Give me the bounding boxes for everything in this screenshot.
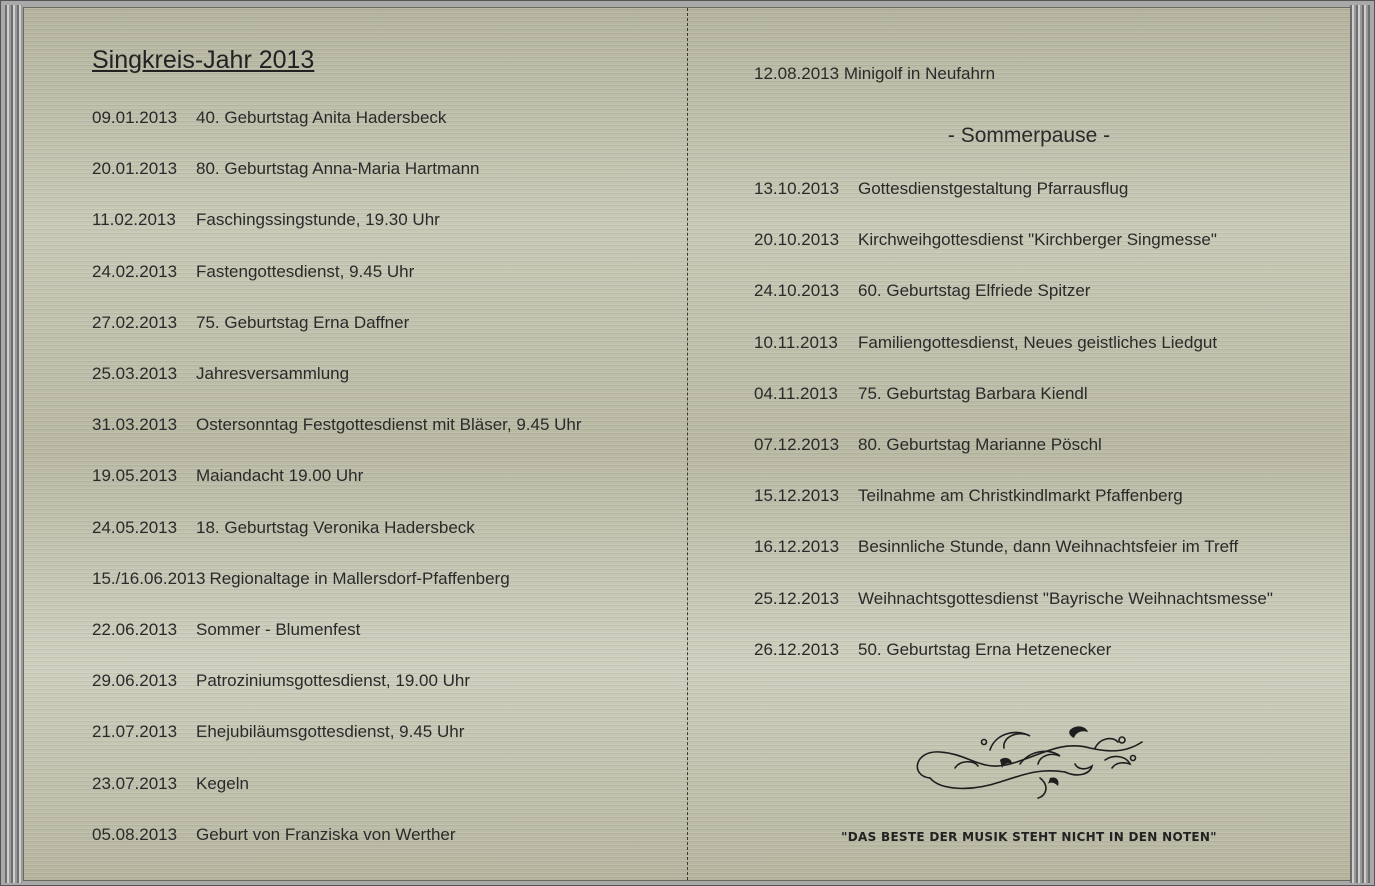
entry-text: 60. Geburtstag Elfriede Spitzer <box>858 281 1091 301</box>
event-entry <box>92 313 409 333</box>
entry-date: 10.11.2013 <box>754 332 838 352</box>
entry-date: 11.02.2013 <box>92 210 176 230</box>
entry-date: 15.12.2013 <box>754 486 840 506</box>
event-entry <box>92 364 349 384</box>
event-entry <box>92 722 464 742</box>
center-divider <box>687 8 688 880</box>
entry-date: 29.06.2013 <box>92 671 178 691</box>
event-entry <box>754 435 1102 455</box>
event-entry <box>92 620 360 640</box>
entry-date: 23.07.2013 <box>92 773 178 793</box>
entry-text: Sommer - Blumenfest <box>196 620 361 639</box>
event-entry <box>92 415 582 435</box>
entry-date: 13.10.2013 <box>754 179 840 198</box>
entry-date: 16.12.2013 <box>754 537 840 557</box>
entry-date: 09.01.2013 <box>92 108 178 127</box>
summer-pause-label: - Sommerpause - <box>947 124 1111 147</box>
entry-date: 25.12.2013 <box>754 588 840 608</box>
entry-text: Ostersonntag Festgottesdienst mit Bläser, 9.45 Uhr <box>196 415 582 435</box>
entry-date: 21.07.2013 <box>92 722 178 742</box>
entry-text: Minigolf in Neufahrn <box>843 64 996 83</box>
entry-date: 20.10.2013 <box>754 230 840 250</box>
entry-text: 75. Geburtstag Barbara Kiendl <box>858 383 1088 403</box>
entry-text: Patroziniumsgottesdienst, 19.00 Uhr <box>196 671 471 691</box>
entry-text: Faschingssingstunde, 19.30 Uhr <box>196 210 440 230</box>
entry-date: 12.08.2013 <box>754 64 840 83</box>
page-title: Singkreis-Jahr 2013 <box>92 46 315 74</box>
entry-date: 31.03.2013 <box>92 415 178 435</box>
right-first-entry <box>754 64 995 84</box>
event-entry <box>92 569 510 589</box>
right-border-bars <box>1350 5 1370 883</box>
event-entry <box>754 333 1217 353</box>
entry-text: Geburt von Franziska von Werther <box>196 824 456 844</box>
entry-text: 40. Geburtstag Anita Hadersbeck <box>196 108 447 127</box>
entry-date: 04.11.2013 <box>754 383 838 403</box>
entry-date: 24.10.2013 <box>754 281 840 301</box>
entry-text: Regionaltage in Mallersdorf-Pfaffenberg <box>209 568 510 588</box>
event-entry <box>92 825 456 845</box>
entry-text: Maiandacht 19.00 Uhr <box>196 466 364 486</box>
entry-text: Jahresversammlung <box>196 364 350 383</box>
entry-text: 80. Geburtstag Anna-Maria Hartmann <box>196 159 480 179</box>
event-entry <box>754 537 1238 557</box>
left-border-bars <box>5 5 23 883</box>
event-entry <box>92 210 440 230</box>
event-entry <box>92 671 470 691</box>
entry-text: Besinnliche Stunde, dann Weihnachtsfeier im Treff <box>858 537 1239 557</box>
event-entry <box>754 589 1273 609</box>
entry-date: 24.02.2013 <box>92 261 178 281</box>
brushed-metal-panel <box>23 7 1351 881</box>
event-entry <box>92 159 479 179</box>
event-entry <box>754 230 1217 250</box>
event-entry <box>754 281 1090 301</box>
event-entry <box>92 466 363 486</box>
entry-text: Ehejubiläumsgottesdienst, 9.45 Uhr <box>196 722 465 742</box>
entry-date: 24.05.2013 <box>92 517 178 537</box>
flourish-ornament-icon <box>900 720 1150 800</box>
entry-text: Teilnahme am Christkindlmarkt Pfaffenberg <box>858 486 1183 506</box>
entry-text: 80. Geburtstag Marianne Pöschl <box>858 435 1102 454</box>
event-entry <box>92 774 249 794</box>
entry-text: Fastengottesdienst, 9.45 Uhr <box>196 261 415 281</box>
entry-text: 18. Geburtstag Veronika Hadersbeck <box>196 517 475 537</box>
entry-date: 26.12.2013 <box>754 639 840 659</box>
event-entry <box>754 486 1183 506</box>
entry-date: 27.02.2013 <box>92 312 178 332</box>
entry-text: Weihnachtsgottesdienst "Bayrische Weihnachtsmesse" <box>858 588 1273 608</box>
entry-text: Gottesdienstgestaltung Pfarrausflug <box>858 179 1129 198</box>
entry-text: Kirchweihgottesdienst "Kirchberger Singmesse" <box>858 230 1217 250</box>
entry-date: 22.06.2013 <box>92 620 178 639</box>
entry-date: 05.08.2013 <box>92 824 178 844</box>
entry-date: 07.12.2013 <box>754 435 840 454</box>
event-entry <box>754 384 1088 404</box>
event-entry <box>92 518 475 538</box>
event-entry <box>92 262 414 282</box>
entry-date: 25.03.2013 <box>92 364 178 383</box>
entry-text: 75. Geburtstag Erna Daffner <box>196 312 410 332</box>
entry-date: 20.01.2013 <box>92 159 178 179</box>
entry-text: Familiengottesdienst, Neues geistliches Liedgut <box>858 332 1218 352</box>
entry-date: 15./16.06.2013 <box>92 568 206 588</box>
entry-text: 50. Geburtstag Erna Hetzenecker <box>858 639 1112 659</box>
entry-date: 19.05.2013 <box>92 466 178 486</box>
music-quote: "DAS BESTE DER MUSIK STEHT NICHT IN DEN NOTEN" <box>841 830 1217 844</box>
event-entry <box>92 108 446 128</box>
event-entry <box>754 640 1111 660</box>
entry-text: Kegeln <box>196 773 249 793</box>
event-entry <box>754 179 1128 199</box>
